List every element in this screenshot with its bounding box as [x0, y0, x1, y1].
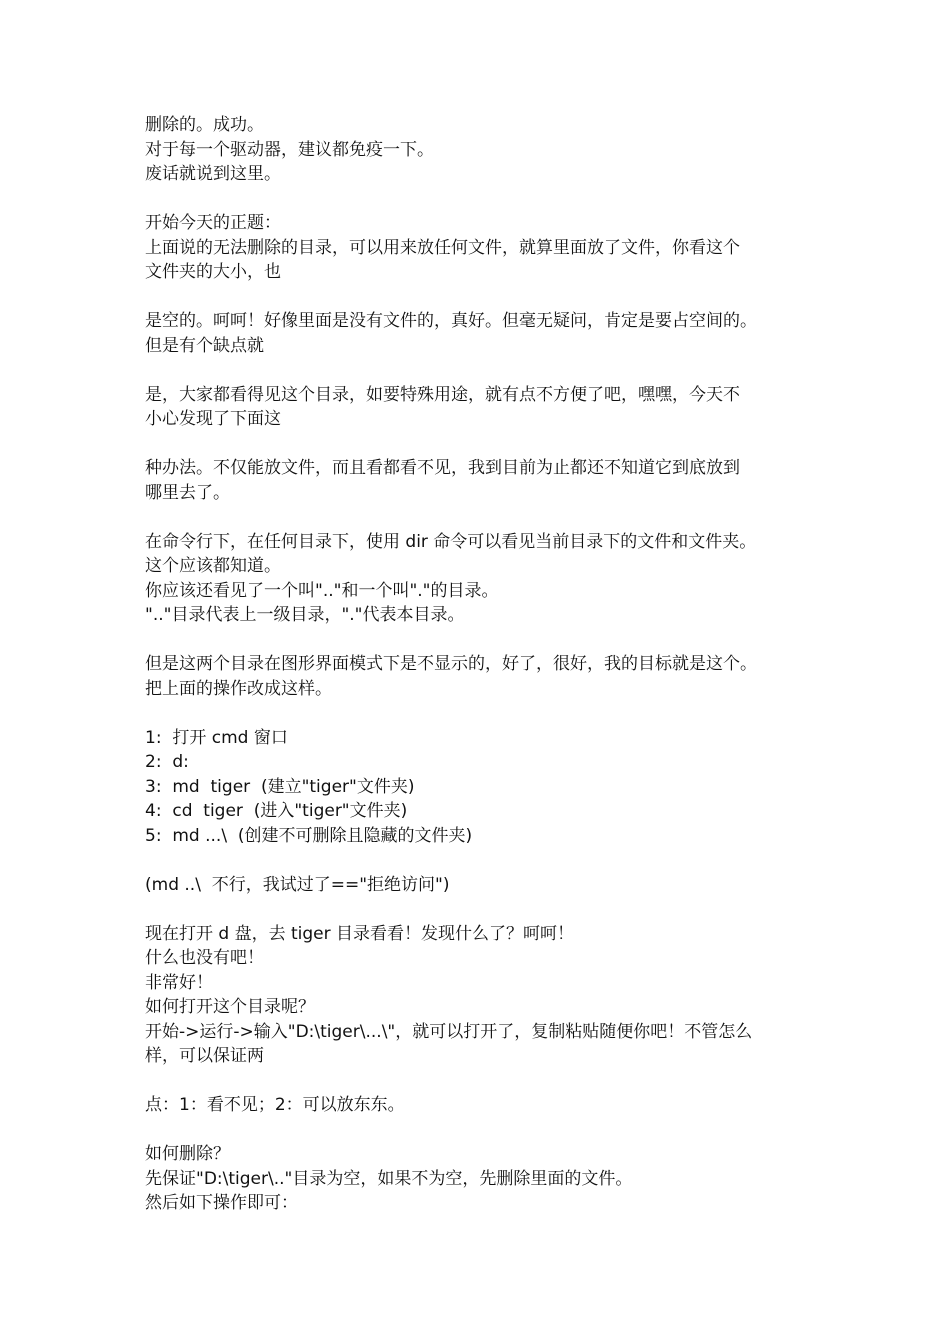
- text-line: 非常好！: [145, 972, 213, 993]
- text-line: 如何打开这个目录呢？: [145, 997, 315, 1017]
- paragraph-gap: [145, 285, 813, 310]
- paragraph: [145, 456, 813, 505]
- text-line: 把上面的操作改成这样。: [145, 678, 332, 699]
- paragraph-gap: [145, 432, 813, 457]
- text-line: 废话就说到这里。: [145, 164, 281, 184]
- text-line: 小心发现了下面这: [145, 409, 281, 429]
- paragraph: [145, 211, 813, 285]
- paragraph: [145, 530, 813, 628]
- paragraph: [145, 1142, 813, 1216]
- text-line: 这个应该都知道。: [145, 556, 281, 576]
- step-line: 3: md tiger (建立"tiger"文件夹): [145, 776, 415, 797]
- step-line: 5: md ...\ (创建不可删除且隐藏的文件夹): [145, 825, 473, 846]
- paragraph-gap: [145, 628, 813, 653]
- text-line: (md ..\ 不行，我试过了=="拒绝访问"): [145, 874, 450, 895]
- text-line: ".."目录代表上一级目录，"."代表本目录。: [145, 605, 465, 625]
- paragraph: [145, 383, 813, 432]
- paragraph: [145, 1093, 813, 1118]
- paragraph-gap: [145, 358, 813, 383]
- text-line: 删除的。成功。: [145, 115, 264, 135]
- text-line: 开始今天的正题：: [145, 213, 281, 233]
- text-line: 哪里去了。: [145, 482, 230, 503]
- text-line: 什么也没有吧！: [145, 948, 264, 968]
- step-line: 4: cd tiger (进入"tiger"文件夹): [145, 801, 408, 821]
- paragraph-gap: [145, 848, 813, 873]
- text-line: 开始->运行->输入"D:\tiger\...\"，就可以打开了，复制粘贴随便你吧！不管怎么: [145, 1021, 753, 1042]
- step-line: 1: 打开 cmd 窗口: [145, 727, 288, 748]
- text-line: 你应该还看见了一个叫".."和一个叫"."的目录。: [145, 580, 499, 601]
- text-line: 现在打开 d 盘，去 tiger 目录看看！发现什么了？呵呵！: [145, 923, 575, 944]
- paragraph-gap: [145, 187, 813, 212]
- paragraph-gap: [145, 505, 813, 530]
- paragraph: [145, 652, 813, 701]
- paragraph: [145, 873, 813, 898]
- text-line: 如何删除？: [145, 1144, 230, 1164]
- paragraph: [145, 922, 813, 1069]
- text-line: 然后如下操作即可：: [145, 1193, 298, 1213]
- paragraph-gap: [145, 897, 813, 922]
- text-line: 上面说的无法删除的目录，可以用来放任何文件，就算里面放了文件，你看这个: [145, 237, 740, 258]
- step-line: 2: d:: [145, 752, 189, 772]
- document-body: [145, 113, 813, 1216]
- text-line: 是空的。呵呵！好像里面是没有文件的，真好。但毫无疑问，肯定是要占空间的。: [145, 311, 757, 331]
- text-line: 样，可以保证两: [145, 1046, 264, 1066]
- paragraph: [145, 113, 813, 187]
- paragraph-gap: [145, 1118, 813, 1143]
- text-line: 是，大家都看得见这个目录，如要特殊用途，就有点不方便了吧，嘿嘿，今天不: [145, 384, 740, 405]
- paragraph: [145, 309, 813, 358]
- text-line: 文件夹的大小，也: [145, 262, 281, 282]
- text-line: 但是这两个目录在图形界面模式下是不显示的，好了，很好，我的目标就是这个。: [145, 654, 757, 674]
- paragraph-gap: [145, 701, 813, 726]
- command-steps: [145, 726, 813, 849]
- text-line: 种办法。不仅能放文件，而且看都看不见，我到目前为止都还不知道它到底放到: [145, 458, 740, 478]
- text-line: 在命令行下，在任何目录下，使用 dir 命令可以看见当前目录下的文件和文件夹。: [145, 531, 757, 552]
- text-line: 先保证"D:\tiger\.."目录为空，如果不为空，先删除里面的文件。: [145, 1168, 633, 1189]
- text-line: 对于每一个驱动器，建议都免疫一下。: [145, 139, 434, 160]
- paragraph-gap: [145, 1069, 813, 1094]
- text-line: 点：1：看不见；2：可以放东东。: [145, 1095, 405, 1115]
- text-line: 但是有个缺点就: [145, 335, 264, 356]
